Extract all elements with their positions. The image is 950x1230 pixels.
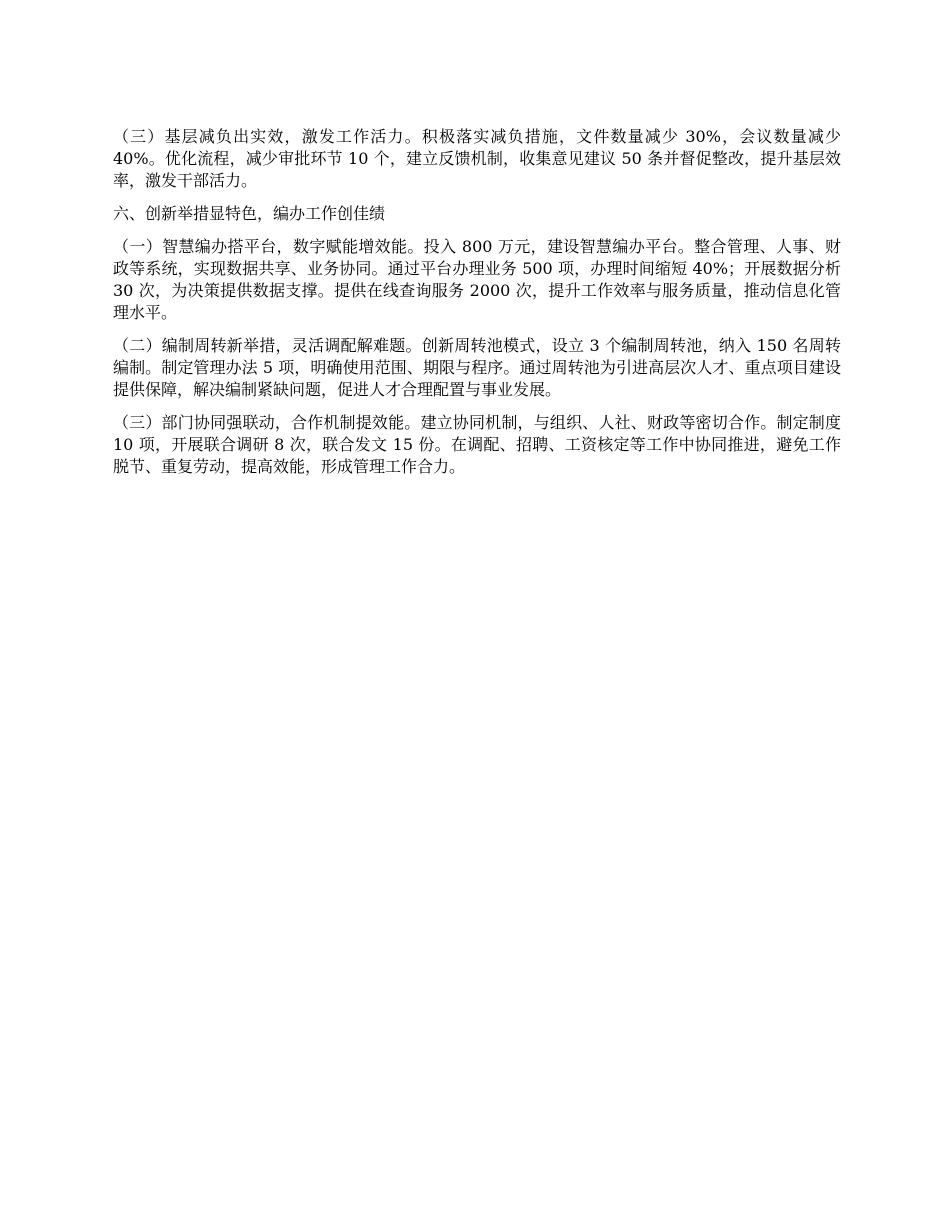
- paragraph-grassroots-burden-reduction: （三）基层减负出实效，激发工作活力。积极落实减负措施，文件数量减少 30%，会议数量减少 40%。优化流程，减少审批环节 10 个，建立反馈机制，收集意见建议 50 条并督促整改，提升基层效率，激发干部活力。: [113, 127, 841, 190]
- section-heading-six: 六、创新举措显特色，编办工作创佳绩: [113, 204, 386, 223]
- paragraph-smart-platform: （一）智慧编办搭平台，数字赋能增效能。投入 800 万元，建设智慧编办平台。整合管理、人事、财政等系统，实现数据共享、业务协同。通过平台办理业务 500 项，办理时间缩短 40%；开展数据分析 30 次，为决策提供数据支撑。提供在线查询服务 2000 次，提升工作效率与服务质量，推动信息化管理水平。: [113, 237, 841, 322]
- paragraph-staffing-turnover-pool: （二）编制周转新举措，灵活调配解难题。创新周转池模式，设立 3 个编制周转池，纳入 150 名周转编制。制定管理办法 5 项，明确使用范围、期限与程序。通过周转池为引进高层次人才、重点项目建设提供保障，解决编制紧缺问题，促进人才合理配置与事业发展。: [113, 336, 841, 399]
- document-body: [113, 126, 841, 489]
- paragraph-department-coordination: （三）部门协同强联动，合作机制提效能。建立协同机制，与组织、人社、财政等密切合作。制定制度 10 项，开展联合调研 8 次，联合发文 15 份。在调配、招聘、工资核定等工作中协同推进，避免工作脱节、重复劳动，提高效能，形成管理工作合力。: [113, 413, 841, 476]
